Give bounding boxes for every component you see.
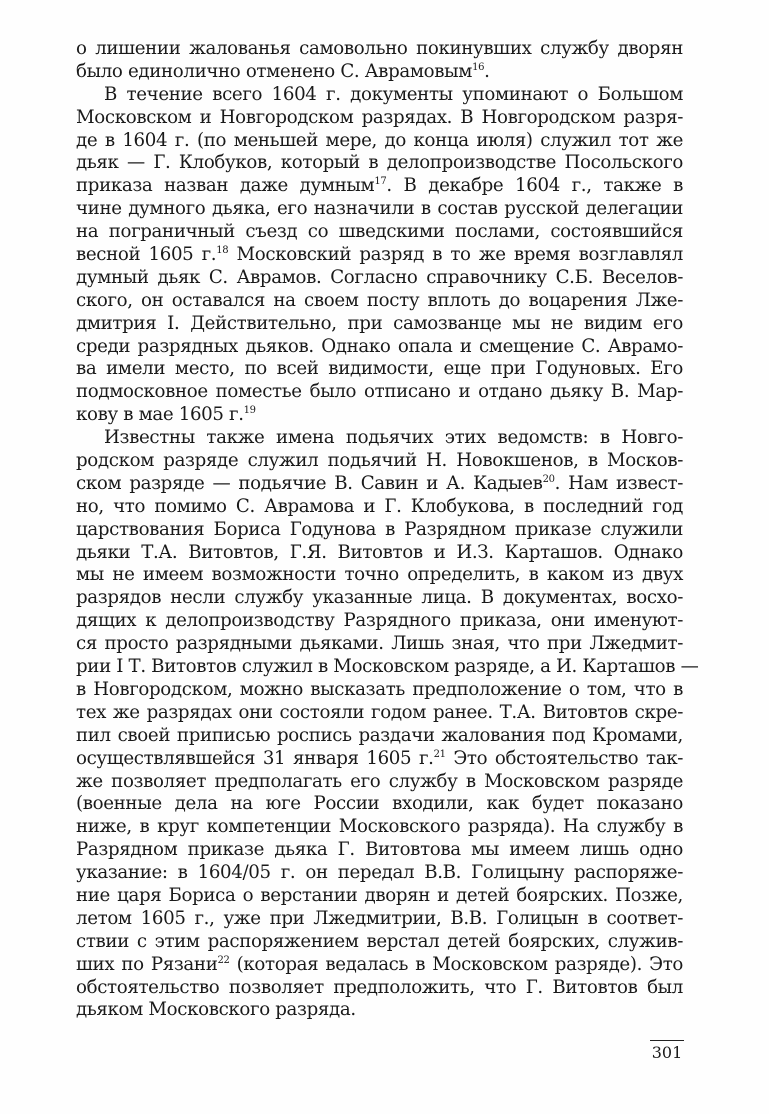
text-line: разрядов несли службу указанные лица. В документах, восхо- xyxy=(76,587,683,609)
text-line: летом 1605 г., уже при Лжедмитрии, В.В. Голицын в соответ- xyxy=(76,907,683,929)
text-line: Известны также имена подьячих этих ведомств: в Новго- xyxy=(104,427,683,449)
text-line: думный дьяк С. Аврамов. Согласно справочнику С.Б. Веселов- xyxy=(76,266,683,288)
text-line: пил своей приписью роспись раздачи жалования под Кромами, xyxy=(76,724,683,746)
text-line: на пограничный съезд со шведскими послами, состоявшийся xyxy=(76,221,683,243)
text-line: было единолично отменено С. Аврамовым$^{16}$. xyxy=(76,60,490,82)
text-line: осуществлявшейся 31 января 1605 г.$^{21}$ Это обстоятельство так- xyxy=(76,747,684,769)
footnote-marker: 18 xyxy=(216,245,229,257)
text-line: ского, он оставался на своем посту вплоть до воцарения Лже- xyxy=(76,289,683,311)
footnote-marker: 16 xyxy=(472,61,485,73)
footnote-marker: 20 xyxy=(542,473,555,485)
text-line: де в 1604 г. (по меньшей мере, до конца июля) служил тот же xyxy=(76,129,683,151)
text-line: приказа назван даже думным$^{17}$. В декабре 1604 г., также в xyxy=(76,175,683,197)
footnote-marker: 19 xyxy=(243,405,256,417)
text-line: родском разряде служил подьячий Н. Новокшенов, в Москов- xyxy=(76,450,683,472)
text-line: ниже, в круг компетенции Московского разряда). На службу в xyxy=(76,816,683,838)
text-line: ся просто разрядными дьяками. Лишь зная, что при Лжедмит- xyxy=(76,633,683,655)
page-number: 301 xyxy=(650,1040,684,1062)
text-line: ствии с этим распоряжением верстал детей боярских, служив- xyxy=(76,930,683,952)
text-line: указание: в 1604/05 г. он передал В.В. Голицыну распоряже- xyxy=(76,862,683,884)
text-line: тех же разрядах они состояли годом ранее. Т.А. Витовтов скре- xyxy=(76,701,683,723)
text-line: ших по Рязани$^{22}$ (которая ведалась в Московском разряде). Это xyxy=(76,953,684,975)
text-line: подмосковное поместье было отписано и отдано дьяку В. Мар- xyxy=(76,381,683,403)
text-line: В течение всего 1604 г. документы упоминают о Большом xyxy=(104,83,683,105)
text-line: среди разрядных дьяков. Однако опала и смещение С. Аврамо- xyxy=(76,335,683,357)
text-line: кову в мае 1605 г.$^{19}$ xyxy=(76,404,256,426)
text-line: дмитрия I. Действительно, при самозванце мы не видим его xyxy=(76,312,683,334)
text-line: дьяки Т.А. Витовтов, Г.Я. Витовтов и И.З. Карташов. Однако xyxy=(76,541,683,563)
text-line: ва имели место, по всей видимости, еще при Годуновых. Его xyxy=(76,358,683,380)
text-line: царствования Бориса Годунова в Разрядном приказе служили xyxy=(76,518,683,540)
text-line: но, что помимо С. Аврамова и Г. Клобукова, в последний год xyxy=(76,495,683,517)
text-line: (военные дела на юге России входили, как будет показано xyxy=(76,793,683,815)
text-line: ние царя Бориса о верстании дворян и детей боярских. Позже, xyxy=(76,884,683,906)
text-line: в Новгородском, можно высказать предположение о том, что в xyxy=(76,678,683,700)
text-line: Разрядном приказе дьяка Г. Витовтова мы имеем лишь одно xyxy=(76,839,683,861)
text-line: обстоятельство позволяет предположить, что Г. Витовтов был xyxy=(76,976,683,998)
text-line: мы не имеем возможности точно определить, в каком из двух xyxy=(76,564,683,586)
text-line: дьяк — Г. Клобуков, который в делопроизводстве Посольского xyxy=(76,152,683,174)
text-line: ском разряде — подьячие В. Савин и А. Кадыев$^{20}$. Нам извест- xyxy=(76,472,683,494)
text-line: Московском и Новгородском разрядах. В Новгородском разря- xyxy=(76,106,683,128)
text-line: рии I Т. Витовтов служил в Московском разряде, а И. Карташов — xyxy=(76,656,699,678)
body-text xyxy=(76,38,699,1022)
footnote-marker: 22 xyxy=(217,954,230,966)
text-line: весной 1605 г.$^{18}$ Московский разряд в то же время возглавлял xyxy=(76,244,683,266)
text-line: чине думного дьяка, его назначили в состав русской делегации xyxy=(76,198,683,220)
footnote-marker: 17 xyxy=(374,176,387,188)
text-line: дьяком Московского разряда. xyxy=(76,999,356,1021)
text-line: дящих к делопроизводству Разрядного приказа, они именуют- xyxy=(76,610,683,632)
text-line: о лишении жалованья самовольно покинувших службу дворян xyxy=(76,38,683,59)
footnote-marker: 21 xyxy=(433,748,446,760)
text-line: же позволяет предполагать его службу в Московском разряде xyxy=(76,770,683,792)
